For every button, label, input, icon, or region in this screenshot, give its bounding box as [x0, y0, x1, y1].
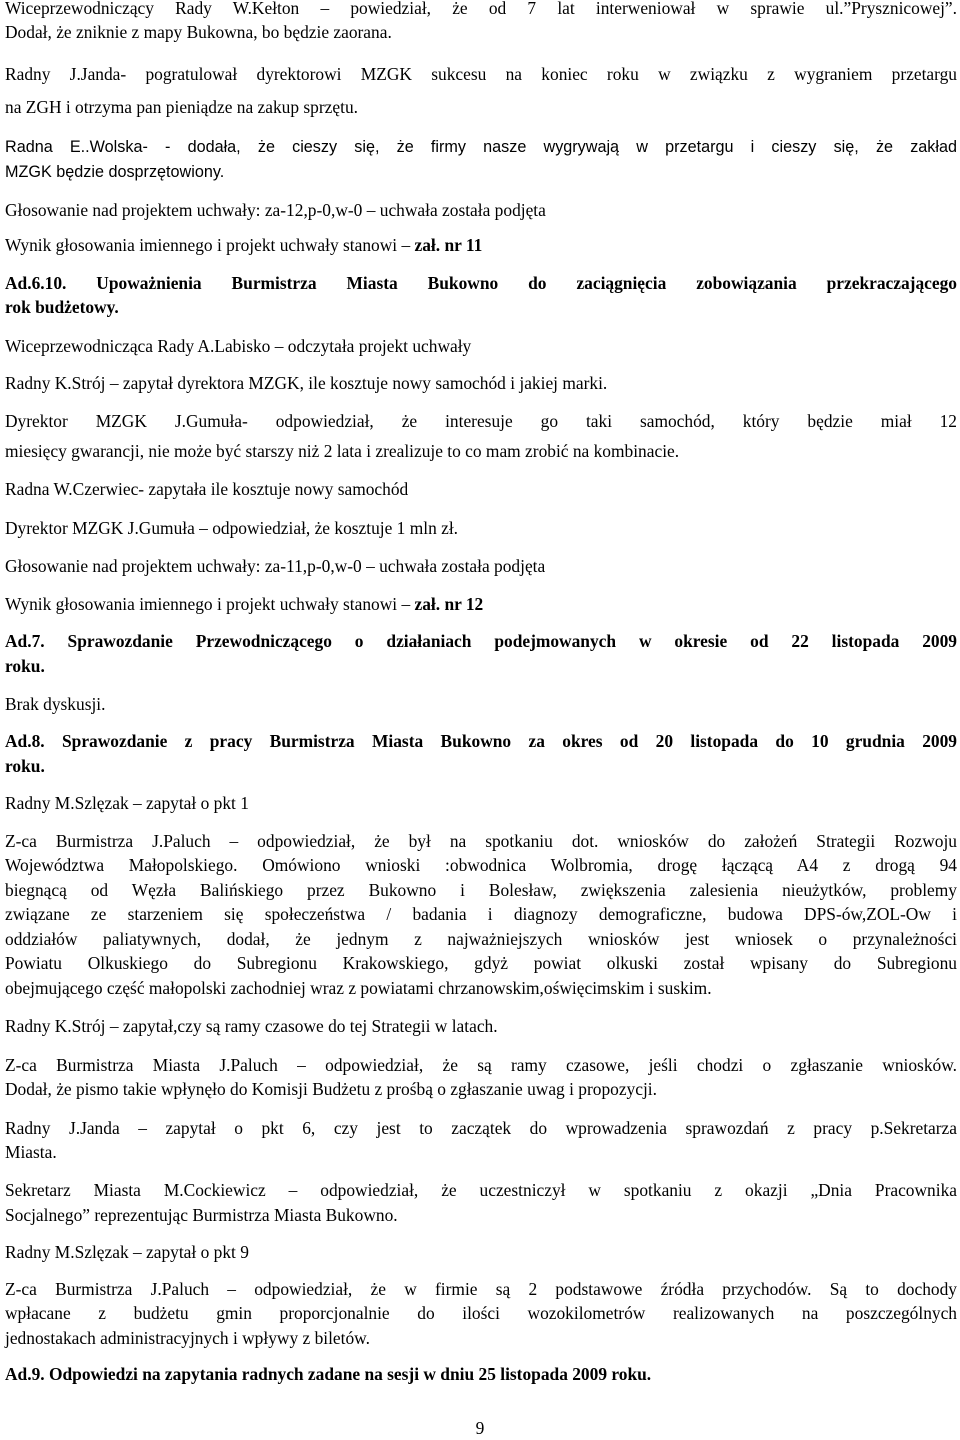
paragraph-line: Z-ca Burmistrza J.Paluch – odpowiedział, że był na spotkaniu dot. wniosków do założeń Strategii Rozwoju	[5, 831, 957, 851]
paragraph-line: Radny K.Strój – zapytał,czy są ramy czasowe do tej Strategii w latach.	[5, 1016, 498, 1036]
attachment-number: zał. nr 12	[414, 594, 484, 614]
paragraph-line: biegnącą od Węzła Balińskiego przez Bukowno i Bolesław, zwiększenia zalesienia nieużytków, problemy	[5, 880, 957, 900]
paragraph-line: obejmującego część małopolski zachodniej wraz z powiatami chrzanowskim,oświęcimskim i suskim.	[5, 978, 712, 998]
attachment-line	[5, 234, 957, 256]
attachment-text: Wynik głosowania imiennego i projekt uchwały stanowi –	[5, 235, 415, 255]
section-heading: Ad.8. Sprawozdanie z pracy Burmistrza Miasta Bukowno za okres od 20 listopada do 10 grudnia 2009	[5, 731, 957, 751]
paragraph-line: na ZGH i otrzyma pan pieniądze na zakup sprzętu.	[5, 97, 358, 117]
section-heading: roku.	[5, 756, 45, 776]
paragraph-line: Socjalnego” reprezentując Burmistrza Miasta Bukowno.	[5, 1205, 398, 1225]
section-heading: Ad.9. Odpowiedzi na zapytania radnych zadane na sesji w dniu 25 listopada 2009 roku.	[5, 1364, 652, 1384]
paragraph-line: Brak dyskusji.	[5, 694, 106, 714]
paragraph-line: Radny M.Szlęzak – zapytał o pkt 9	[5, 1242, 249, 1262]
paragraph-line: Radny K.Strój – zapytał dyrektora MZGK, ile kosztuje nowy samochód i jakiej marki.	[5, 373, 608, 393]
paragraph-line: Dodał, że pismo takie wpłynęło do Komisji Budżetu z prośbą o zgłaszanie uwag i propozycji.	[5, 1079, 657, 1099]
paragraph-line: Wiceprzewodnicząca Rady A.Labisko – odczytała projekt uchwały	[5, 336, 472, 356]
paragraph-line: Miasta.	[5, 1142, 57, 1162]
paragraph-line: jednostakach administracyjnych i wpływy z biletów.	[5, 1328, 370, 1348]
paragraph-line: Sekretarz Miasta M.Cockiewicz – odpowiedział, że uczestniczył w spotkaniu z okazji „Dnia Pracownika	[5, 1180, 957, 1200]
section-heading: roku.	[5, 656, 45, 676]
paragraph-line: Wiceprzewodniczący Rady W.Kełton – powiedział, że od 7 lat interweniował w sprawie ul.”Prysznicowej”.	[5, 0, 957, 18]
paragraph-line: Radny M.Szlęzak – zapytał o pkt 1	[5, 793, 249, 813]
paragraph-line: Radna E..Wolska- - dodała, że cieszy się, że firmy nasze wygrywają w przetargu i cieszy się, że zakład	[5, 138, 957, 156]
section-heading: Ad.6.10. Upoważnienia Burmistrza Miasta Bukowno do zaciągnięcia zobowiązania przekraczającego	[5, 273, 957, 293]
paragraph-line: miesięcy gwarancji, nie może być starszy niż 2 lata i zrealizuje to co mam zrobić na kombinacie.	[5, 441, 680, 461]
vote-result-line: Głosowanie nad projektem uchwały: za-12,p-0,w-0 – uchwała została podjęta	[5, 200, 546, 220]
vote-result-line: Głosowanie nad projektem uchwały: za-11,p-0,w-0 – uchwała została podjęta	[5, 556, 546, 576]
attachment-number: zał. nr 11	[414, 235, 483, 255]
paragraph-line: Radny J.Janda- pogratulował dyrektorowi MZGK sukcesu na koniec roku w związku z wygraniem przetargu	[5, 64, 957, 84]
paragraph-line: Radny J.Janda – zapytał o pkt 6, czy jest to zaczątek do wprowadzenia sprawozdań z pracy p.Sekretarza	[5, 1118, 957, 1138]
paragraph-line: Radna W.Czerwiec- zapytała ile kosztuje nowy samochód	[5, 479, 409, 499]
paragraph-line: Z-ca Burmistrza J.Paluch – odpowiedział, że w firmie są 2 podstawowe źródła przychodów. Są to dochody	[5, 1279, 957, 1299]
page-number: 9	[475, 1418, 485, 1438]
paragraph-line: związane ze starzeniem się społeczeństwa / badania i diagnozy demograficzne, budowa DPS-ów,ZOL-Ow i	[5, 904, 957, 924]
paragraph-line: Z-ca Burmistrza Miasta J.Paluch – odpowiedział, że są ramy czasowe, jeśli chodzi o zgłaszanie wniosków.	[5, 1055, 957, 1075]
paragraph-line: Województwa Małopolskiego. Omówiono wnioski :obwodnica Wolbromia, drogę łączącą A4 z drogą 94	[5, 855, 957, 875]
paragraph-line: MZGK będzie dosprzętowiony.	[5, 163, 225, 181]
paragraph-line: Dyrektor MZGK J.Gumuła – odpowiedział, że kosztuje 1 mln zł.	[5, 518, 459, 538]
section-heading: rok budżetowy.	[5, 297, 119, 317]
paragraph-line: Dodał, że zniknie z mapy Bukowna, bo będzie zaorana.	[5, 22, 392, 42]
paragraph-line: oddziałów paliatywnych, dodał, że jednym z najważniejszych wniosków jest wniosek o przynależności	[5, 929, 957, 949]
paragraph-line: Dyrektor MZGK J.Gumuła- odpowiedział, że interesuje go taki samochód, który będzie miał 12	[5, 411, 957, 431]
paragraph-line: Powiatu Olkuskiego do Subregionu Krakowskiego, gdyż powiat olkuski został wpisany do Subregionu	[5, 953, 957, 973]
paragraph-line: wpłacane z budżetu gmin proporcjonalnie do ilości wozokilometrów realizowanych na poszczególnych	[5, 1303, 957, 1323]
attachment-text: Wynik głosowania imiennego i projekt uchwały stanowi –	[5, 594, 415, 614]
section-heading: Ad.7. Sprawozdanie Przewodniczącego o działaniach podejmowanych w okresie od 22 listopada 2009	[5, 631, 957, 651]
attachment-line	[5, 593, 957, 615]
